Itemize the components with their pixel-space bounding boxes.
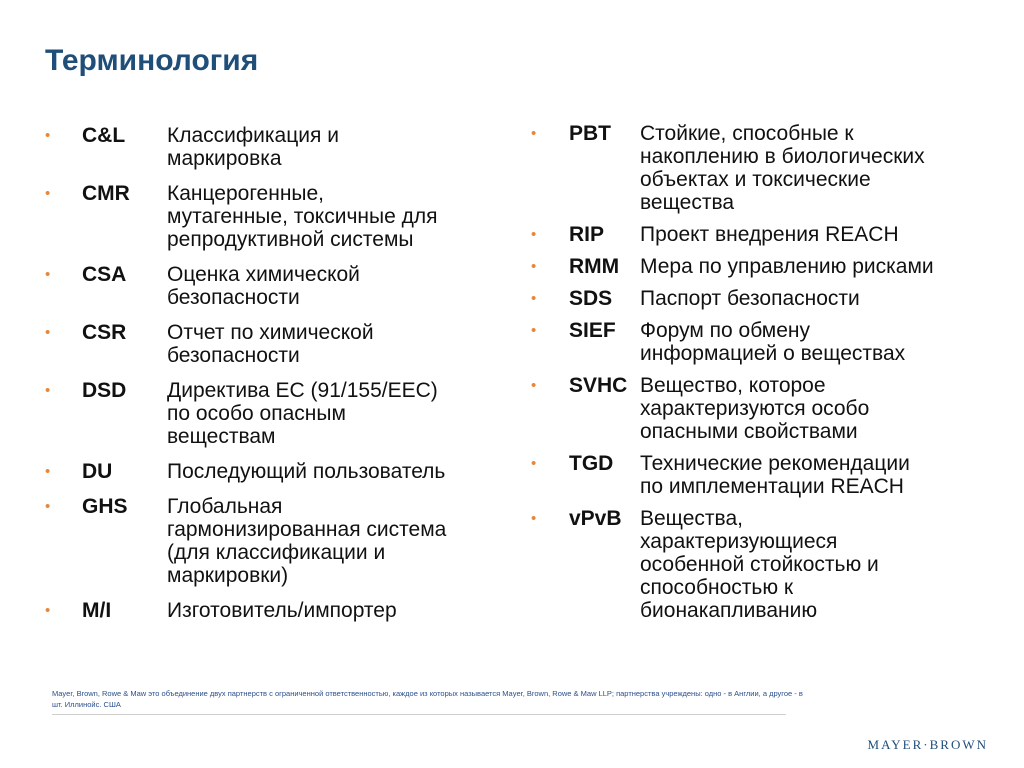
term-item [530,223,1010,246]
footer-note: Mayer, Brown, Rowe & Maw это объединение двух партнерств с ограниченной ответственностью, каждое из которых называется Mayer, Brown, Rowe & Maw LLP; партнерства учреждены: одно - в Англии, а другое - в шт. Иллинойс. США [52,689,803,709]
term-abbreviation: TGD [569,452,614,475]
term-description: Стойкие, способные к накоплению в биологических объектах и токсические вещества [640,122,925,214]
term-item [44,379,524,448]
term-item [530,374,1010,443]
term-abbreviation: M/I [82,599,112,622]
term-abbreviation: DU [82,460,113,483]
term-description: Изготовитель/импортер [167,599,397,622]
term-item [530,122,1010,214]
terms-list-right [530,122,1010,631]
term-item [44,124,524,170]
bullet-icon: • [45,127,51,144]
bullet-icon: • [45,498,51,515]
bullet-icon: • [45,602,51,619]
term-item [44,182,524,251]
bullet-icon: • [45,266,51,283]
term-item [44,460,524,483]
footer-divider [52,714,786,715]
term-item [530,452,1010,498]
term-item [530,287,1010,310]
term-abbreviation: CSR [82,321,127,344]
term-abbreviation: RMM [569,255,620,278]
term-abbreviation: CMR [82,182,130,205]
bullet-icon: • [531,290,537,307]
term-item [44,321,524,367]
bullet-icon: • [45,324,51,341]
term-description: Форум по обмену информацией о веществах [640,319,906,365]
term-description: Мера по управлению рисками [640,255,934,278]
bullet-icon: • [531,125,537,142]
bullet-icon: • [45,185,51,202]
term-abbreviation: vPvB [569,507,622,530]
bullet-icon: • [531,258,537,275]
term-abbreviation: PBT [569,122,611,145]
bullet-icon: • [531,377,537,394]
page-title: Терминология [45,44,259,77]
term-description: Последующий пользователь [167,460,446,483]
term-description: Паспорт безопасности [640,287,860,310]
term-description: Проект внедрения REACH [640,223,899,246]
bullet-icon: • [45,463,51,480]
term-item [44,599,524,622]
term-description: Глобальная гармонизированная система (для классификации и маркировки) [167,495,447,587]
bullet-icon: • [531,322,537,339]
term-description: Директива ЕС (91/155/ЕЕС) по особо опасным веществам [167,379,438,448]
term-abbreviation: SVHC [569,374,628,397]
term-abbreviation: SIEF [569,319,616,342]
bullet-icon: • [531,455,537,472]
term-item [530,319,1010,365]
term-description: Отчет по химической безопасности [167,321,374,367]
term-abbreviation: SDS [569,287,613,310]
term-description: Вещество, которое характеризуются особо опасными свойствами [640,374,870,443]
term-item [530,507,1010,622]
bullet-icon: • [45,382,51,399]
term-item [44,263,524,309]
term-description: Технические рекомендации по имплементации REACH [640,452,910,498]
term-abbreviation: GHS [82,495,128,518]
bullet-icon: • [531,226,537,243]
term-item [530,255,1010,278]
term-abbreviation: DSD [82,379,127,402]
term-item [44,495,524,587]
bullet-icon: • [531,510,537,527]
term-description: Оценка химической безопасности [167,263,360,309]
term-abbreviation: CSA [82,263,127,286]
term-description: Вещества, характеризующиеся особенной стойкостью и способностью к бионакапливанию [640,507,879,622]
term-abbreviation: C&L [82,124,126,147]
terms-list-left [44,124,524,634]
term-description: Канцерогенные, мутагенные, токсичные для репродуктивной системы [167,182,438,251]
company-logo: MAYER·BROWN [867,737,988,752]
term-abbreviation: RIP [569,223,605,246]
term-description: Классификация и маркировка [167,124,339,170]
